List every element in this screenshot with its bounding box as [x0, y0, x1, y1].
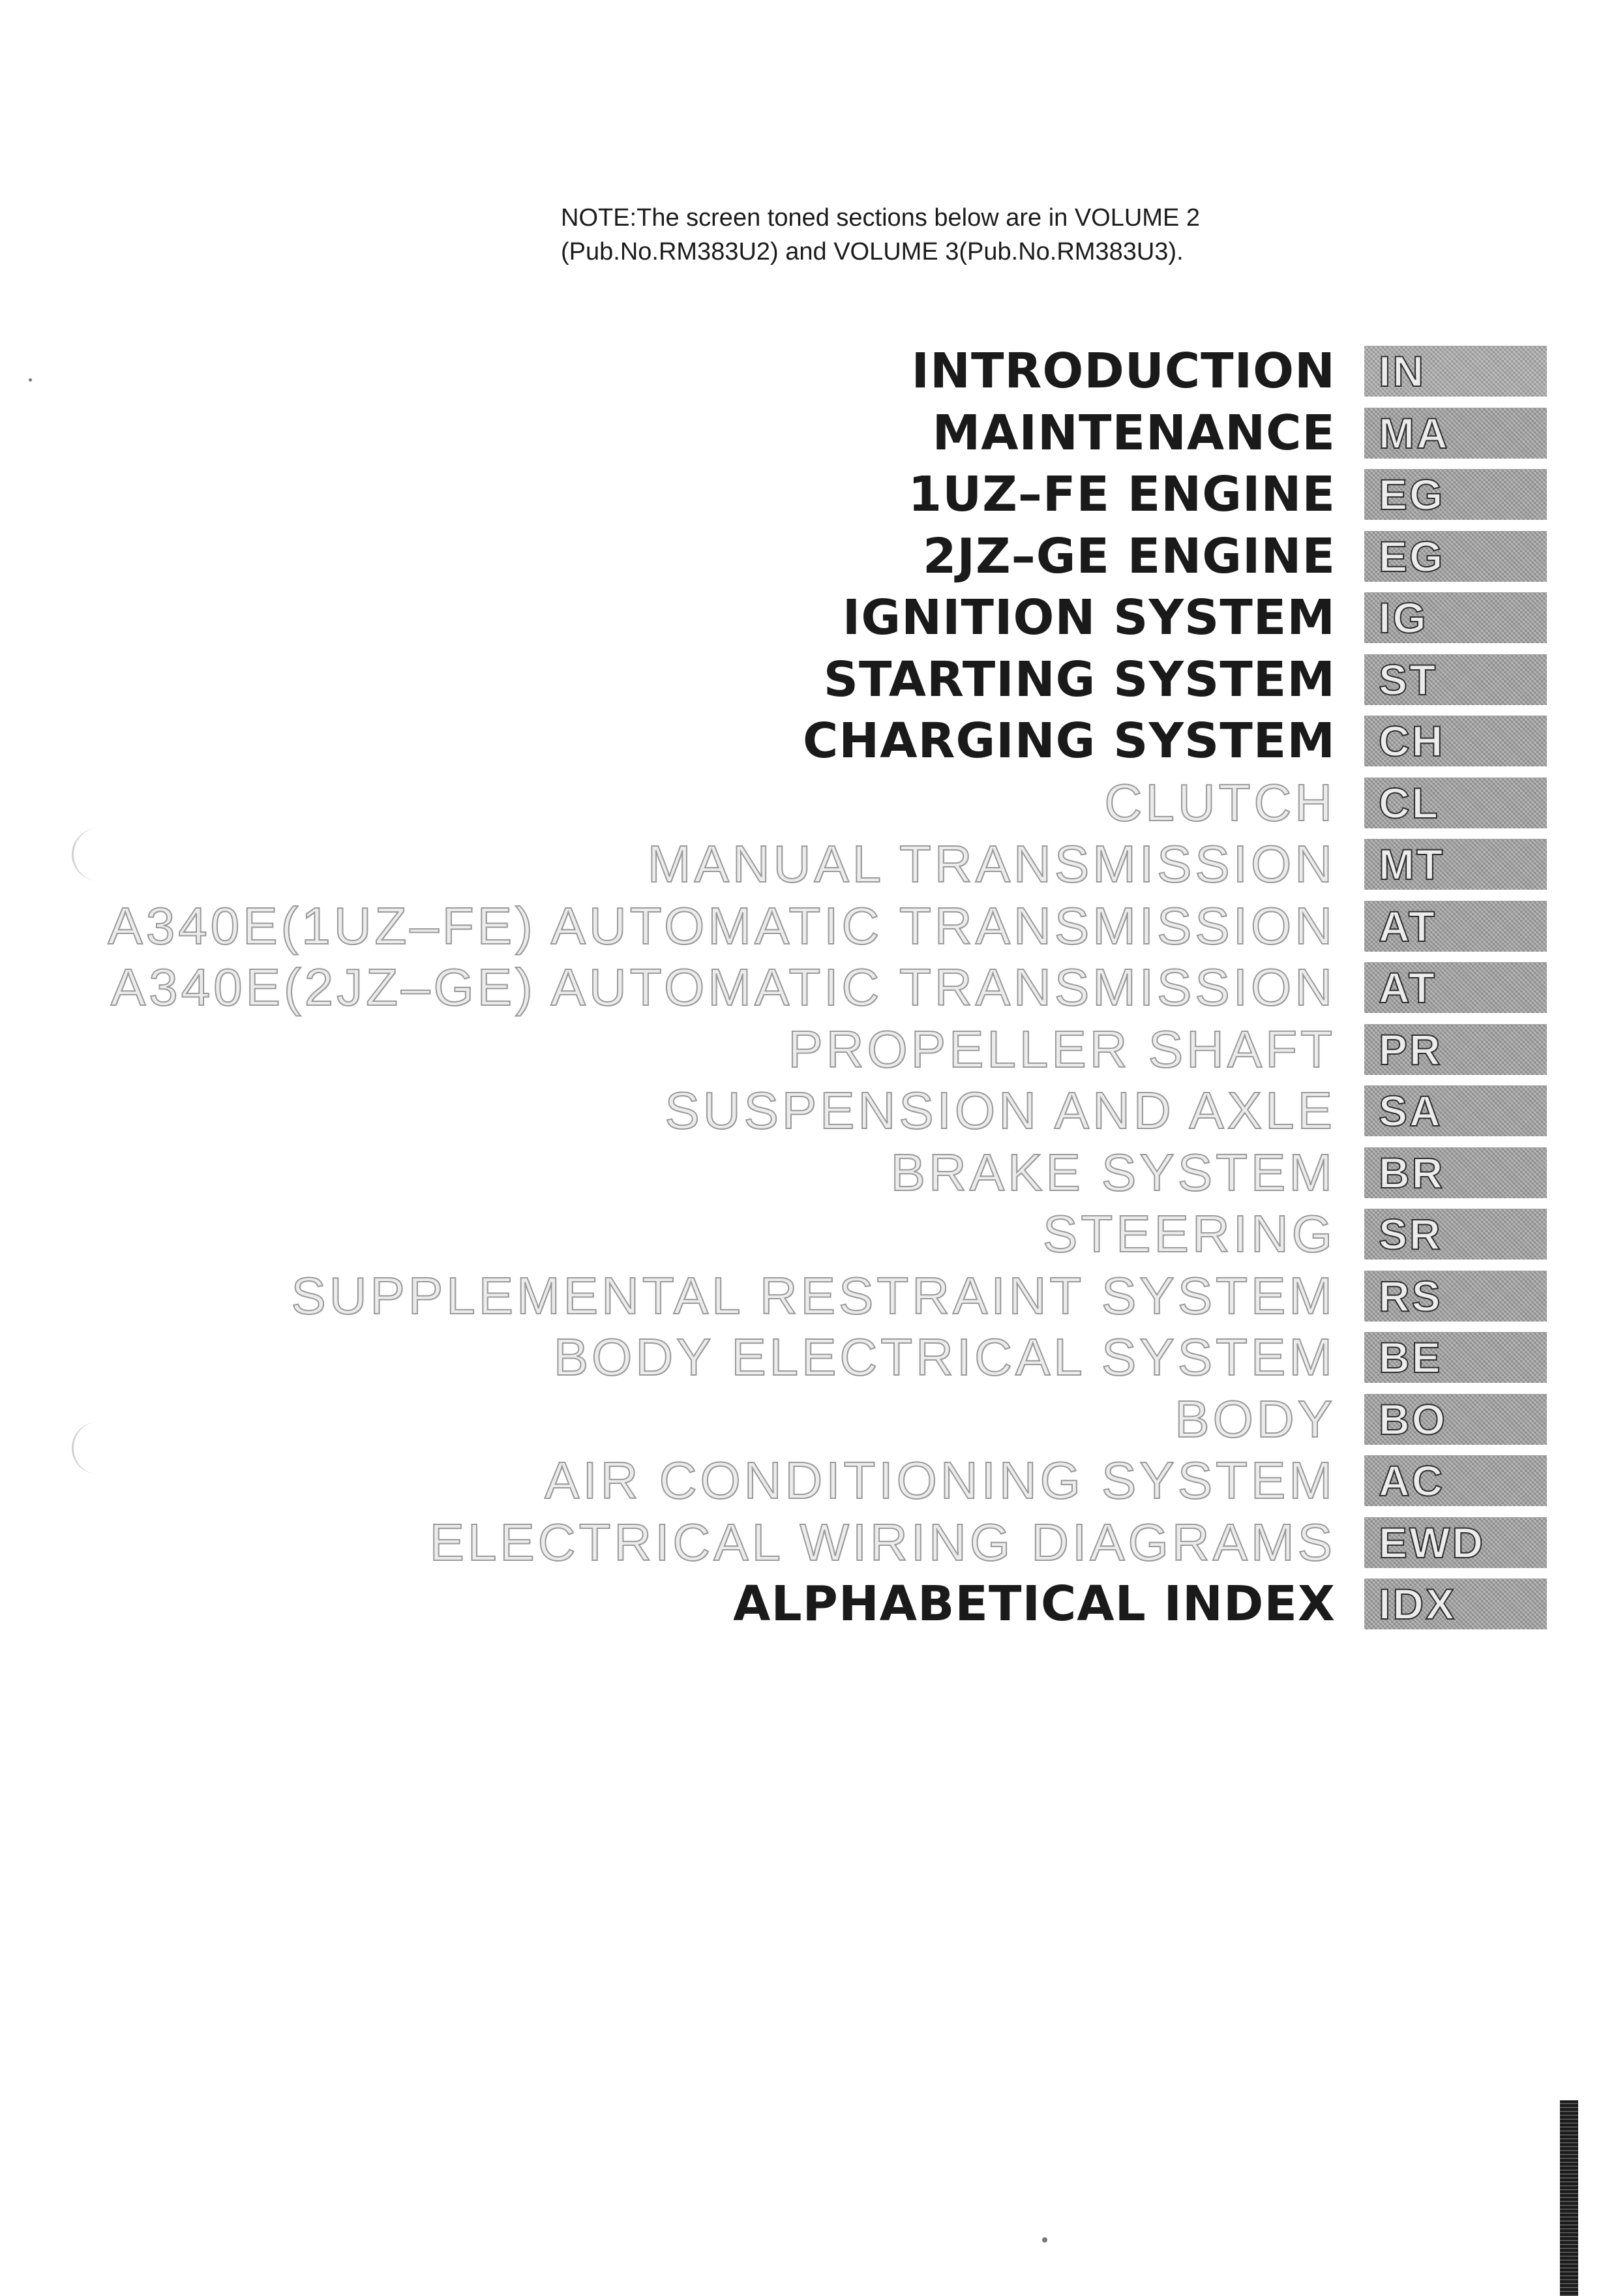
- section-title: MAINTENANCE: [932, 404, 1336, 461]
- section-row-body[interactable]: [0, 1389, 1616, 1451]
- section-title: 1UZ–FE ENGINE: [908, 466, 1336, 522]
- section-row-a340e-2jz-ge-automatic-transmission[interactable]: [0, 957, 1616, 1019]
- volume-note-line-2: (Pub.No.RM383U2) and VOLUME 3(Pub.No.RM383U3).: [561, 238, 1184, 265]
- section-title: BRAKE SYSTEM: [890, 1143, 1336, 1201]
- section-row-manual-transmission[interactable]: [0, 834, 1616, 896]
- page-edge-mark: [1560, 2100, 1578, 2296]
- section-title: MANUAL TRANSMISSION: [647, 835, 1336, 893]
- section-tab[interactable]: EG: [1364, 531, 1547, 582]
- section-title: 2JZ–GE ENGINE: [923, 528, 1336, 584]
- section-row-steering[interactable]: [0, 1203, 1616, 1265]
- section-title: A340E(2JZ–GE) AUTOMATIC TRANSMISSION: [110, 958, 1336, 1016]
- section-row-suspension-and-axle[interactable]: [0, 1080, 1616, 1142]
- section-index: [0, 340, 1616, 1635]
- section-tab[interactable]: AT: [1364, 901, 1547, 952]
- section-title: ALPHABETICAL INDEX: [733, 1576, 1336, 1632]
- section-row-charging-system[interactable]: [0, 710, 1616, 772]
- section-title: AIR CONDITIONING SYSTEM: [545, 1451, 1336, 1509]
- section-row-supplemental-restraint-system[interactable]: [0, 1265, 1616, 1327]
- section-tab[interactable]: IN: [1364, 346, 1547, 397]
- section-row-electrical-wiring-diagrams[interactable]: [0, 1512, 1616, 1574]
- section-tab[interactable]: CL: [1364, 778, 1547, 828]
- section-row-maintenance[interactable]: [0, 402, 1616, 464]
- section-title: CHARGING SYSTEM: [802, 713, 1336, 769]
- section-tab[interactable]: CH: [1364, 716, 1547, 766]
- section-tab[interactable]: MT: [1364, 839, 1547, 890]
- section-title: SUSPENSION AND AXLE: [665, 1081, 1336, 1140]
- section-tab[interactable]: BR: [1364, 1147, 1547, 1198]
- section-row-introduction[interactable]: [0, 340, 1616, 402]
- section-tab[interactable]: AC: [1364, 1455, 1547, 1506]
- section-row-2jz-ge-engine[interactable]: [0, 526, 1616, 588]
- section-row-alphabetical-index[interactable]: [0, 1573, 1616, 1635]
- volume-note-line-1: NOTE:The screen toned sections below are in VOLUME 2: [561, 204, 1201, 232]
- section-title: STEERING: [1043, 1205, 1336, 1263]
- section-title: IGNITION SYSTEM: [842, 590, 1336, 646]
- section-tab[interactable]: BO: [1364, 1394, 1547, 1445]
- section-tab[interactable]: MA: [1364, 408, 1547, 459]
- section-row-starting-system[interactable]: [0, 649, 1616, 711]
- section-row-propeller-shaft[interactable]: [0, 1019, 1616, 1081]
- section-title: CLUTCH: [1104, 773, 1336, 832]
- section-tab[interactable]: BE: [1364, 1332, 1547, 1383]
- section-title: A340E(1UZ–FE) AUTOMATIC TRANSMISSION: [108, 896, 1336, 955]
- section-row-body-electrical-system[interactable]: [0, 1327, 1616, 1389]
- section-row-ignition-system[interactable]: [0, 587, 1616, 649]
- section-tab[interactable]: SR: [1364, 1209, 1547, 1260]
- section-tab[interactable]: AT: [1364, 962, 1547, 1013]
- section-tab[interactable]: SA: [1364, 1085, 1547, 1136]
- section-title: BODY: [1175, 1389, 1336, 1448]
- section-tab[interactable]: PR: [1364, 1024, 1547, 1075]
- section-title: STARTING SYSTEM: [823, 651, 1336, 708]
- volume-note: [561, 201, 1200, 269]
- section-tab[interactable]: IDX: [1364, 1578, 1547, 1629]
- section-row-a340e-1uz-fe-automatic-transmission[interactable]: [0, 896, 1616, 958]
- section-row-air-conditioning-system[interactable]: [0, 1450, 1616, 1512]
- section-tab[interactable]: ST: [1364, 654, 1547, 705]
- section-title: SUPPLEMENTAL RESTRAINT SYSTEM: [291, 1266, 1336, 1325]
- scan-speck: [1042, 2237, 1047, 2243]
- section-row-clutch[interactable]: [0, 772, 1616, 834]
- scan-speck: [29, 378, 32, 382]
- section-title: PROPELLER SHAFT: [788, 1020, 1336, 1078]
- section-title: BODY ELECTRICAL SYSTEM: [553, 1328, 1336, 1386]
- section-title: INTRODUCTION: [911, 343, 1336, 399]
- section-title: ELECTRICAL WIRING DIAGRAMS: [429, 1513, 1336, 1571]
- section-tab[interactable]: EG: [1364, 469, 1547, 520]
- section-row-brake-system[interactable]: [0, 1142, 1616, 1204]
- section-tab[interactable]: RS: [1364, 1271, 1547, 1322]
- section-tab[interactable]: IG: [1364, 592, 1547, 643]
- section-row-1uz-fe-engine[interactable]: [0, 464, 1616, 526]
- section-tab[interactable]: EWD: [1364, 1517, 1547, 1568]
